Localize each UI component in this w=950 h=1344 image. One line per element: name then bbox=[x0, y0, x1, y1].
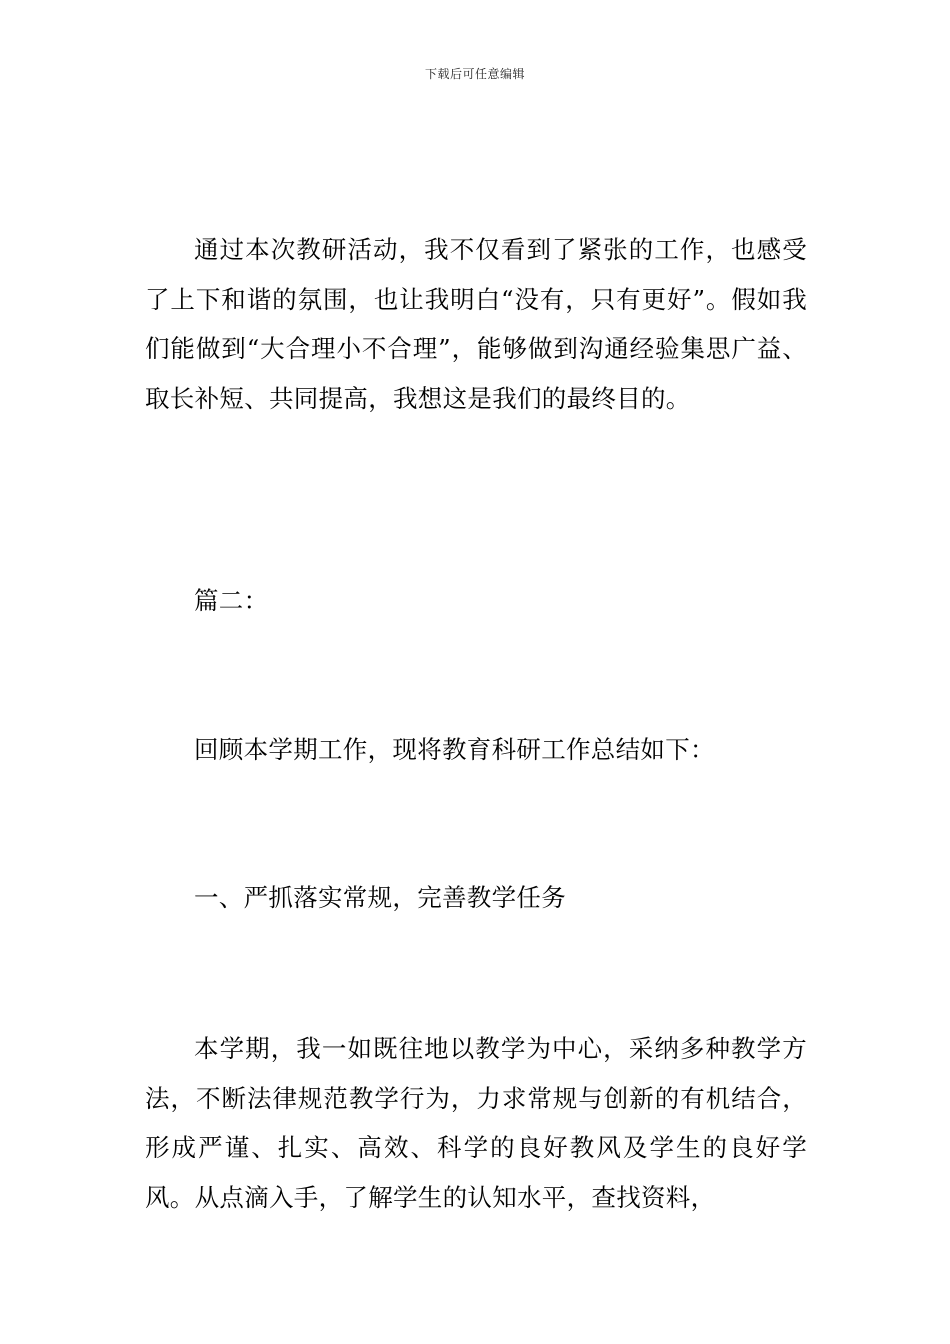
section-heading: 一、严抓落实常规，完善教学任务 bbox=[194, 883, 566, 912]
part-heading: 篇二： bbox=[194, 586, 269, 615]
intro-line: 回顾本学期工作，现将教育科研工作总结如下： bbox=[194, 735, 715, 764]
page-header-note: 下载后可任意编辑 bbox=[424, 67, 525, 81]
body-paragraph: 通过本次教研活动，我不仅看到了紧张的工作，也感受了上下和谐的氛围，也让我明白“没有，只有更好”。假如我们能做到“大合理小不合理”，能够做到沟通经验集思广益、取长补短、共同提高，我想这是我们的最终目的。 bbox=[145, 235, 807, 413]
body-paragraph: 本学期，我一如既往地以教学为中心，采纳多种教学方法，不断法律规范教学行为，力求常规与创新的有机结合，形成严谨、扎实、高效、科学的良好教风及学生的良好学风。从点滴入手，了解学生的认知水平，查找资料， bbox=[145, 1034, 807, 1212]
